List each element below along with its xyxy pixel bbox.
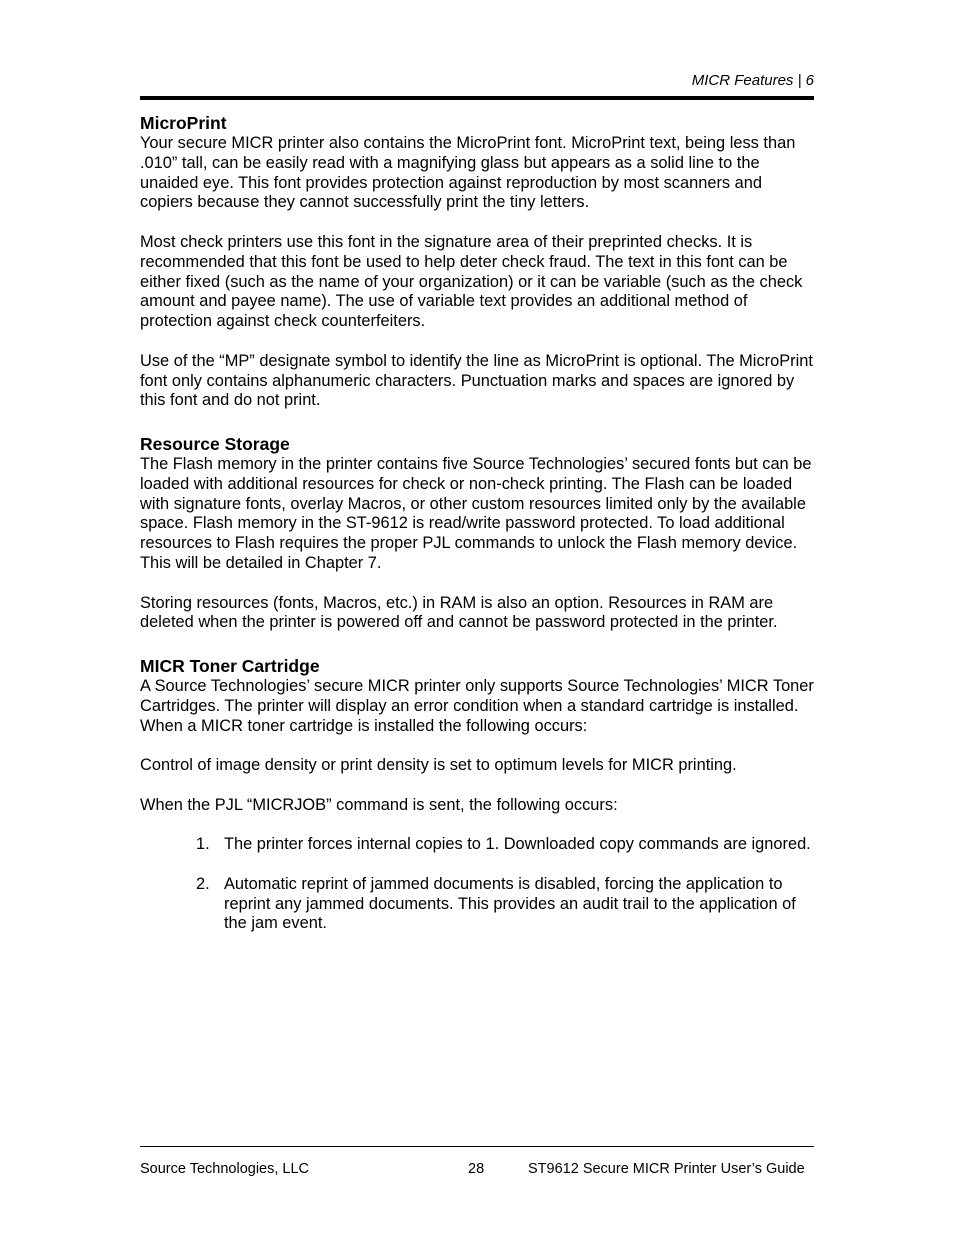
section-heading-microprint: MicroPrint — [140, 113, 227, 133]
paragraph: Most check printers use this font in the signature area of their preprinted checks. It is recommended that this font be used to help deter check fraud. The text in this font can be either fixed (such as the name of your organization) or it can be variable (such as the check amount and payee name). The use of variable text provides an additional method of protection against check counterfeiters. — [140, 232, 803, 331]
section-heading-resource-storage: Resource Storage — [140, 433, 290, 454]
paragraph: Storing resources (fonts, Macros, etc.) in RAM is also an option. Resources in RAM are deleted when the printer is powered off and cannot be password protected in the printer. — [140, 593, 778, 632]
list-text: The printer forces internal copies to 1. Downloaded copy commands are ignored. — [224, 835, 811, 854]
paragraph: Use of the “MP” designate symbol to identify the line as MicroPrint is optional. The MicroPrint font only contains alphanumeric characters. Punctuation marks and spaces are ignored by this font and do not print. — [140, 351, 813, 410]
running-header: MICR Features | 6 — [691, 72, 814, 89]
numbered-list — [140, 835, 814, 934]
list-text: Automatic reprint of jammed documents is disabled, forcing the application to reprint any jammed documents. This provides an audit trail to the application of the jam event. — [224, 874, 796, 933]
header-rule — [140, 96, 814, 100]
footer-guide-title: ST9612 Secure MICR Printer User’s Guide — [528, 1161, 805, 1177]
footer-rule — [140, 1146, 814, 1147]
footer-page-number: 28 — [468, 1161, 485, 1177]
list-number: 2. — [196, 874, 210, 893]
list-number: 1. — [196, 835, 210, 854]
paragraph: A Source Technologies’ secure MICR printer only supports Source Technologies’ MICR Toner Cartridges. The printer will display an error condition when a standard cartridge is installed. When a MICR toner cartridge is installed the following occurs: — [140, 676, 814, 735]
footer-company: Source Technologies, LLC — [140, 1161, 310, 1177]
indented-paragraph: Control of image density or print density is set to optimum levels for MICR printing. — [140, 756, 737, 775]
paragraph: When the PJL “MICRJOB” command is sent, the following occurs: — [140, 795, 618, 814]
list-item — [196, 875, 814, 934]
list-item — [196, 835, 814, 855]
paragraph: Your secure MICR printer also contains the MicroPrint font. MicroPrint text, being less than .010” tall, can be easily read with a magnifying glass but appears as a solid line to the unaided eye. This font provides protection against reproduction by most scanners and copiers because they cannot successfully print the tiny letters. — [140, 134, 796, 212]
page-content — [140, 112, 814, 934]
paragraph: The Flash memory in the printer contains five Source Technologies’ secured fonts but can be loaded with additional resources for check or non-check printing. The Flash can be loaded with signature fonts, overlay Macros, or other custom resources limited only by the available space. Flash memory in the ST-9612 is read/write password protected. To load additional resources to Flash requires the proper PJL commands to unlock the Flash memory device. This will be detailed in Chapter 7. — [140, 454, 812, 572]
section-heading-micr-toner-cartridge: MICR Toner Cartridge — [140, 655, 320, 676]
